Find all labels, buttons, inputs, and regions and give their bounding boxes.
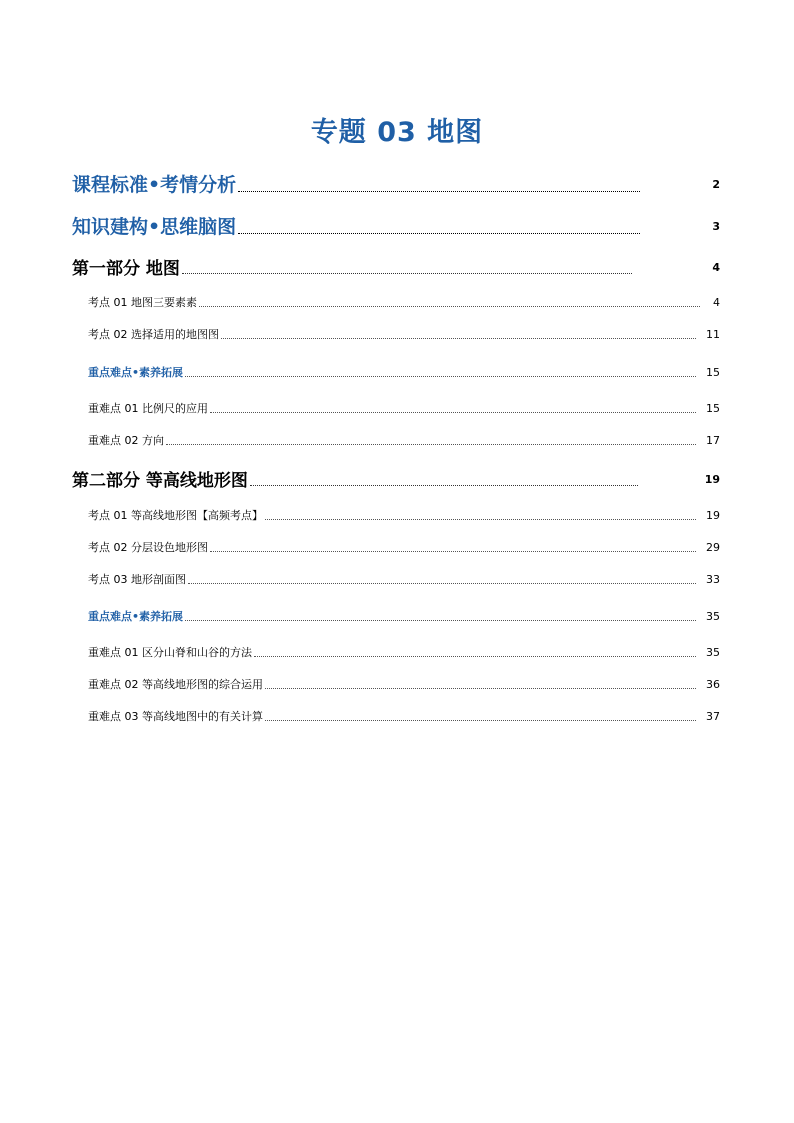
toc-entry-label: 考点 01 等高线地形图【高频考点】 — [88, 509, 263, 522]
dot-leader — [188, 583, 696, 584]
toc-entry-part2-difficulty-02[interactable] — [88, 676, 698, 692]
dot-leader — [238, 233, 640, 234]
toc-entry-part-one[interactable] — [72, 254, 634, 279]
dot-leader — [182, 273, 632, 274]
toc-entry-label: 重难点 01 比例尺的应用 — [88, 402, 208, 415]
toc-entry-label: 重点难点•素养拓展 — [88, 366, 184, 379]
toc-entry-page: 11 — [706, 328, 720, 341]
toc-entry-part-two[interactable] — [72, 466, 640, 491]
toc-entry-page: 2 — [712, 178, 720, 191]
dot-leader — [265, 688, 696, 689]
toc-entry-part2-point-03[interactable] — [88, 571, 698, 587]
dot-leader — [265, 720, 696, 721]
toc-entry-page: 15 — [706, 402, 720, 415]
dot-leader — [250, 485, 638, 486]
toc-entry-key-topics[interactable] — [88, 364, 698, 380]
document-title: 专题 03 地图 — [310, 117, 484, 148]
toc-entry-label: 第二部分 等高线地形图 — [72, 471, 248, 491]
toc-entry-difficulty-02[interactable] — [88, 432, 698, 448]
toc-entry-difficulty-01[interactable] — [88, 400, 698, 416]
dot-leader — [265, 519, 696, 520]
toc-entry-label: 知识建构•思维脑图 — [72, 216, 237, 238]
toc-entry-label: 考点 03 地形剖面图 — [88, 573, 186, 586]
dot-leader — [166, 444, 696, 445]
dot-leader — [199, 306, 700, 307]
toc-entry-label: 课程标准•考情分析 — [72, 174, 237, 196]
dot-leader — [210, 412, 696, 413]
toc-entry-label: 第一部分 地图 — [72, 259, 180, 279]
toc-entry-page: 35 — [706, 610, 720, 623]
toc-entry-label: 考点 02 分层设色地形图 — [88, 541, 208, 554]
toc-entry-label: 重点难点•素养拓展 — [88, 610, 184, 623]
toc-entry-label: 重难点 03 等高线地图中的有关计算 — [88, 710, 263, 723]
toc-entry-page: 15 — [706, 366, 720, 379]
toc-entry-page: 4 — [713, 296, 720, 309]
toc-entry-page: 33 — [706, 573, 720, 586]
toc-entry-point-02[interactable] — [88, 326, 698, 342]
dot-leader — [221, 338, 696, 339]
toc-entry-label: 考点 01 地图三要素素 — [88, 296, 197, 309]
toc-entry-page: 19 — [704, 473, 720, 486]
dot-leader — [238, 191, 640, 192]
toc-entry-part2-point-02[interactable] — [88, 539, 698, 555]
toc-entry-part2-difficulty-01[interactable] — [88, 644, 698, 660]
toc-entry-label: 考点 02 选择适用的地图图 — [88, 328, 219, 341]
toc-entry-label: 重难点 02 方向 — [88, 434, 164, 447]
toc-entry-page: 3 — [712, 220, 720, 233]
toc-entry-page: 37 — [706, 710, 720, 723]
dot-leader — [210, 551, 696, 552]
toc-entry-course-standard[interactable] — [72, 170, 642, 197]
dot-leader — [185, 376, 696, 377]
toc-entry-label: 重难点 01 区分山脊和山谷的方法 — [88, 646, 252, 659]
toc-entry-point-01[interactable] — [88, 294, 702, 310]
toc-entry-page: 35 — [706, 646, 720, 659]
toc-entry-page: 17 — [706, 434, 720, 447]
toc-entry-page: 4 — [712, 261, 720, 274]
toc-entry-label: 重难点 02 等高线地形图的综合运用 — [88, 678, 263, 691]
toc-entry-page: 36 — [706, 678, 720, 691]
dot-leader — [185, 620, 696, 621]
toc-entry-page: 19 — [706, 509, 720, 522]
toc-entry-mind-map[interactable] — [72, 212, 642, 239]
toc-entry-part2-difficulty-03[interactable] — [88, 708, 698, 724]
dot-leader — [254, 656, 696, 657]
toc-entry-page: 29 — [706, 541, 720, 554]
toc-entry-part2-point-01[interactable] — [88, 507, 698, 523]
toc-entry-part2-key-topics[interactable] — [88, 608, 698, 624]
